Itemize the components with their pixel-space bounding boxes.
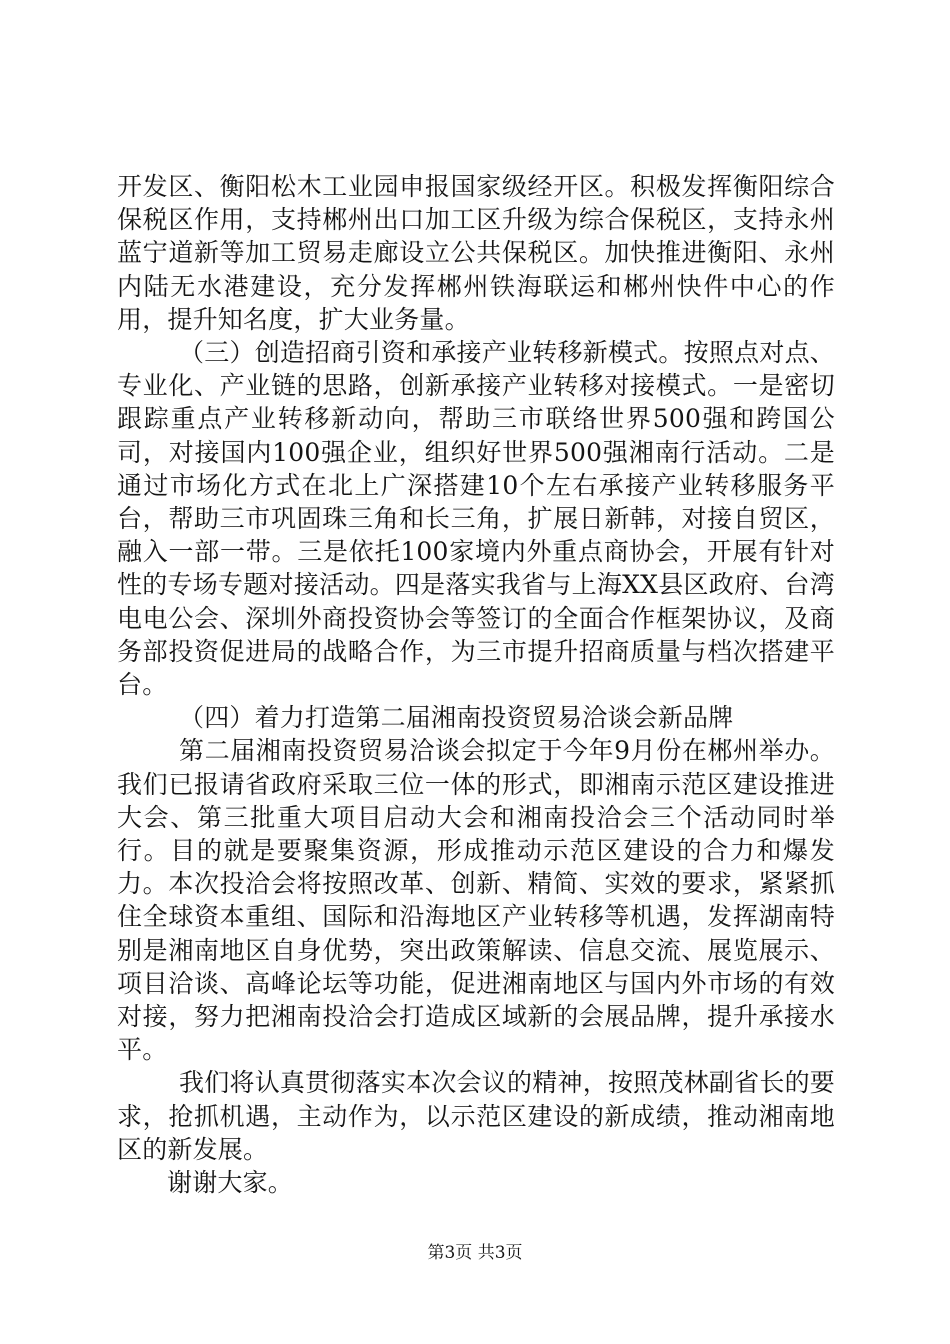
paragraph-trade-fair: 第二届湘南投资贸易洽谈会拟定于今年9月份在郴州举办。我们已报请省政府采取三位一体的形式，即湘南示范区建设推进大会、第三批重大项目启动大会和湘南投洽会三个活动同时举行。目的就是要聚集资源，形成推动示范区建设的合力和爆发力。本次投洽会将按照改革、创新、精简、实效的要求，紧紧抓住全球资本重组、国际和沿海地区产业转移等机遇，发挥湖南特别是湘南地区自身优势，突出政策解读、信息交流、展览展示、项目洽谈、高峰论坛等功能，促进湘南地区与国内外市场的有效对接，努力把湘南投洽会打造成区域新的会展品牌，提升承接水平。 [117, 736, 835, 1065]
section-four-heading: （四）着力打造第二届湘南投资贸易洽谈会新品牌 [179, 703, 734, 733]
paragraph-thanks: 谢谢大家。 [167, 1168, 294, 1198]
paragraph-section-three: （三）创造招商引资和承接产业转移新模式。按照点对点、专业化、产业链的思路，创新承接产业转移对接模式。一是密切跟踪重点产业转移新动向，帮助三市联络世界500强和跨国公司，对接国内100强企业，组织好世界500强湘南行活动。二是通过市场化方式在北上广深搭建10个左右承接产业转移服务平台，帮助三市巩固珠三角和长三角，扩展日新韩，对接自贸区，融入一部一带。三是依托100家境内外重点商协会，开展有针对性的专场专题对接活动。四是落实我省与上海XX县区政府、台湾电电公会、深圳外商投资协会等签订的全面合作框架协议，及商务部投资促进局的战略合作，为三市提升招商质量与档次搭建平台。 [117, 338, 835, 700]
paragraph-closing: 我们将认真贯彻落实本次会议的精神，按照茂林副省长的要求，抢抓机遇，主动作为，以示范区建设的新成绩，推动湘南地区的新发展。 [117, 1068, 835, 1164]
page-footer [0, 1242, 950, 1264]
page-number: 第3页 共3页 [427, 1243, 523, 1263]
document-body [117, 170, 835, 1199]
paragraph-continuation: 开发区、衡阳松木工业园申报国家级经开区。积极发挥衡阳综合保税区作用，支持郴州出口加工区升级为综合保税区，支持永州蓝宁道新等加工贸易走廊设立公共保税区。加快推进衡阳、永州内陆无水港建设，充分发挥郴州铁海联运和郴州快件中心的作用，提升知名度，扩大业务量。 [117, 172, 835, 334]
